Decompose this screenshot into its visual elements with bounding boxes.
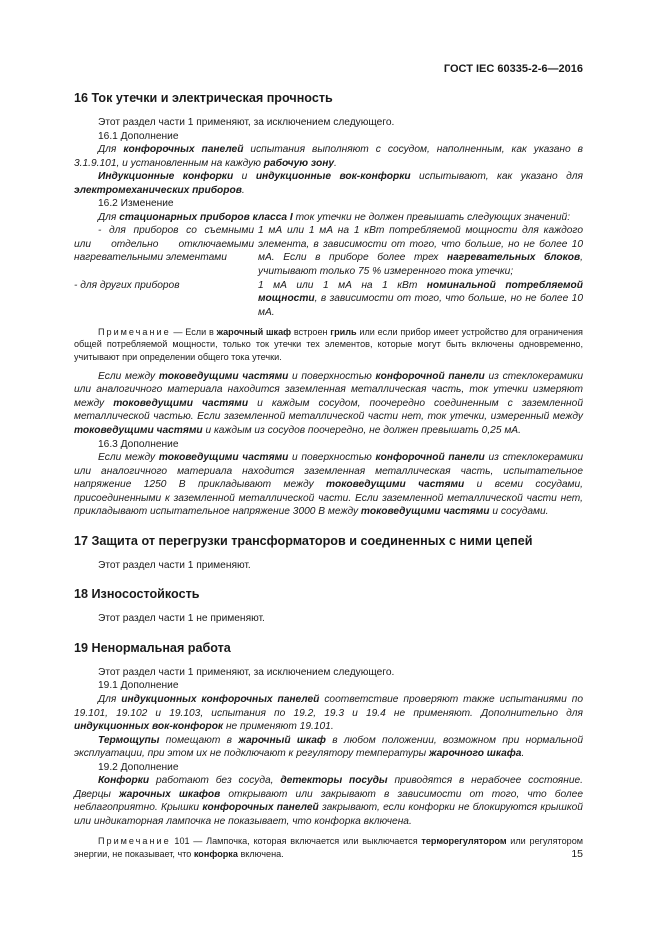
- section-18-text: Этот раздел части 1 не применяют.: [98, 613, 265, 625]
- section-17-text: Этот раздел части 1 применяют.: [98, 559, 251, 571]
- paragraph-16-2-b: Если между токоведущими частями и поверхностью конфорочной панели из стеклокерамики или аналогичного материала находится заземленная металлическая часть, ток утечки измеряют между токоведущими частями и каждым сосудом, поочередно соединенным с заземленной металлической частью. Если заземленной металлической части нет, ток утечки, измеренный между токоведущими частями и каждым из сосудов поочередно, не должен превышать 0,25 мА.: [74, 370, 583, 436]
- subsection-16-2-heading: 16.2 Изменение: [98, 198, 174, 210]
- section-19-title: 19 Ненормальная работа: [74, 640, 231, 655]
- requirement-limit: 1 мА или 1 мА на 1 кВт номинальной потребляемой мощности, в зависимости от того, что больше, но не более 10 мА.: [258, 279, 583, 318]
- requirement-row: [74, 224, 583, 278]
- subsection-16-1-heading: 16.1 Дополнение: [98, 130, 179, 142]
- note-19-101: Примечание 101 — Лампочка, которая включается или выключается терморегулятором или регулятором энергии, не показывает, что конфорка включена.: [74, 836, 584, 859]
- paragraph-19-1-b: Термощупы помещают в жарочный шкаф в любом положении, возможном при нормальной эксплуатации, при этом их не подключают к регулятору температуры жарочного шкафа.: [74, 734, 583, 760]
- section-19-intro: Этот раздел части 1 применяют, за исключением следующего.: [98, 666, 395, 678]
- paragraph-16-1-b: Индукционные конфорки и индукционные вок-конфорки испытывают, как указано для электромеханических приборов.: [74, 171, 583, 196]
- page-number: 15: [571, 848, 583, 860]
- requirement-appliance: - для других приборов: [74, 279, 180, 291]
- paragraph-19-1-a: Для индукционных конфорочных панелей соответствие проверяют также испытаниями по 19.101, 19.102 и 19.103, испытания по 19.2, 19.3 и 19.4 не применяют. Дополнительно для индукционных вок-конфорок не применяют 19.101.: [74, 694, 583, 733]
- leakage-current-requirements: [74, 224, 583, 319]
- requirement-row: [74, 279, 583, 320]
- paragraph-16-2: Для стационарных приборов класса I ток утечки не должен превышать следующих значений:: [98, 211, 571, 223]
- subsection-19-1-heading: 19.1 Дополнение: [98, 680, 179, 692]
- requirement-appliance: - для приборов со съемными или отдельно отключаемыми нагревательными элементами: [74, 225, 254, 264]
- paragraph-16-1-a: Для конфорочных панелей испытания выполняют с сосудом, наполненным, как указано в 3.1.9.101, и установленным на каждую рабочую зону.: [74, 144, 583, 169]
- section-16-title: 16 Ток утечки и электрическая прочность: [74, 91, 333, 105]
- page-content: [74, 90, 583, 860]
- section-16-intro: Этот раздел части 1 применяют, за исключением следующего.: [98, 117, 395, 128]
- subsection-19-2-heading: 19.2 Дополнение: [98, 761, 179, 773]
- section-18-title: 18 Износостойкость: [74, 587, 200, 602]
- requirement-limit: 1 мА или 1 мА на 1 кВт потребляемой мощности для каждого элемента, в зависимости от того, что больше, но не более 10 мА. Если в приборе более трех нагревательных блоков, учитывают только 75 % измеренного тока утечки;: [258, 225, 583, 278]
- section-17-title: 17 Защита от перегрузки трансформаторов и соединенных с ними цепей: [74, 533, 533, 548]
- note-16-2: Примечание — Если в жарочный шкаф встроен гриль или если прибор имеет устройство для ограничения общей потребляемой мощности, только ток утечки тех элементов, которые могут быть включены одновременно, учитывают при определении общего тока утечки.: [74, 327, 583, 362]
- subsection-16-3-heading: 16.3 Дополнение: [98, 438, 179, 450]
- paragraph-19-2: Конфорки работают без сосуда, детекторы посуды приводятся в нерабочее состояние. Дверцы жарочных шкафов открывают или закрывают в зависимости от того, что более неблагоприятно. Крышки конфорочных панелей закрывают, если конфорки не блокируются крышкой или индикаторная лампочка не показывает, что конфорка включена.: [74, 775, 584, 827]
- paragraph-16-3: Если между токоведущими частями и поверхностью конфорочной панели из стеклокерамики или аналогичного материала находится заземленная металлическая часть, испытательное напряжение 1250 В прикладывают между токоведущими частями и всеми сосудами, присоединенными к заземленной металлической части. Если заземленной металлической части нет, прикладывают испытательное напряжение 3000 В между токоведущими частями и сосудами.: [74, 452, 583, 518]
- document-id: ГОСТ IEC 60335-2-6—2016: [443, 63, 583, 75]
